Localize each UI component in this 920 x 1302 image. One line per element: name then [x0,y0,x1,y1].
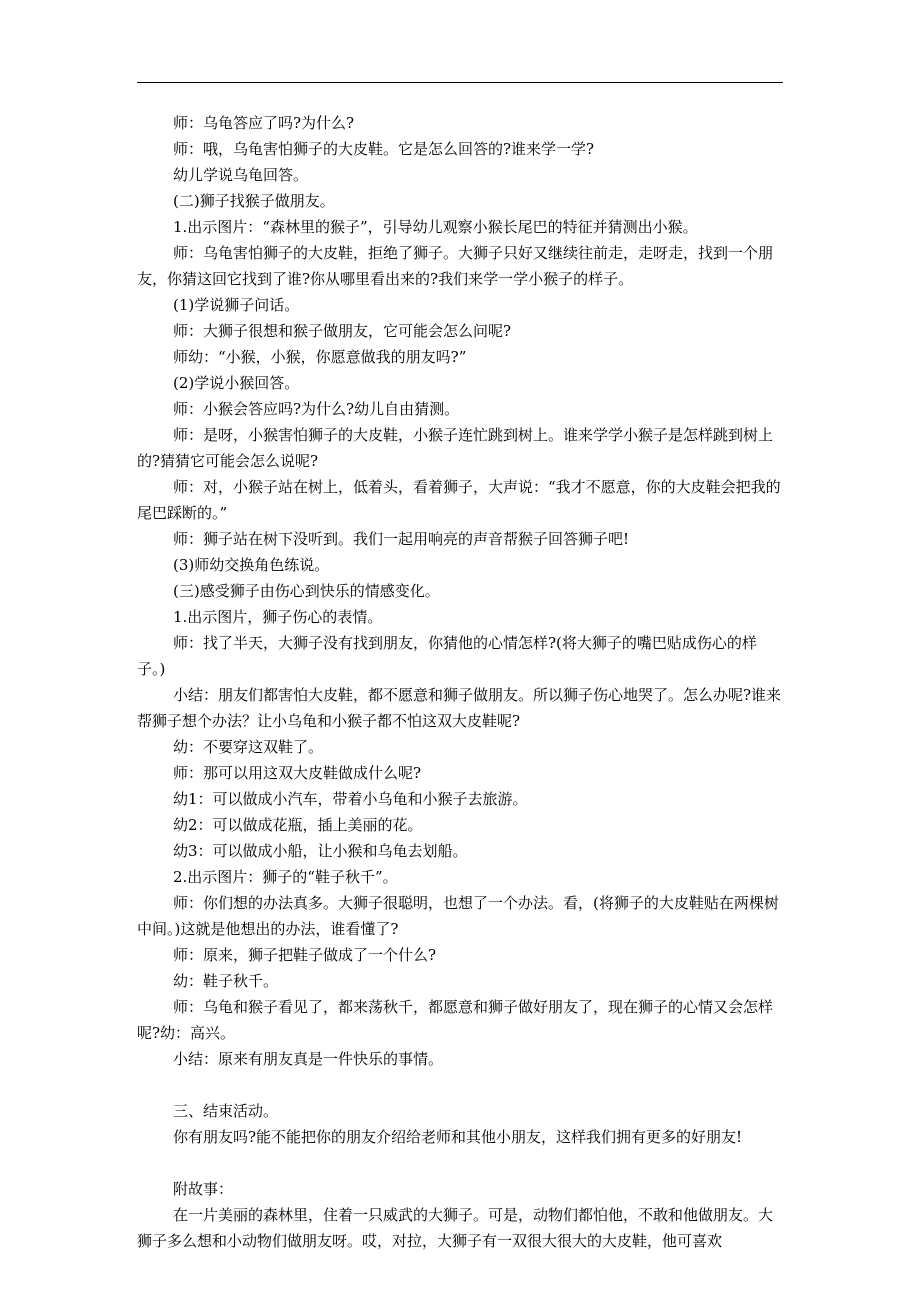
paragraph: (2)学说小猴回答。 [173,374,300,392]
paragraph: 小结：朋友们都害怕大皮鞋，都不愿意和狮子做朋友。所以狮子伤心地哭了。怎么办呢?谁来帮狮子想个办法？让小乌龟和小猴子都不怕这双大皮鞋呢? [137,686,782,730]
paragraph: 1.出示图片，狮子伤心的表情。 [173,608,383,626]
blank-line [137,1072,783,1098]
paragraph: 师：乌龟和猴子看见了，都来荡秋千，都愿意和狮子做好朋友了，现在狮子的心情又会怎样呢?幼：高兴。 [137,998,774,1042]
paragraph: 师：那可以用这双大皮鞋做成什么呢? [173,764,422,782]
paragraph: 幼2：可以做成花瓶，插上美丽的花。 [173,816,423,834]
paragraph: 幼1：可以做成小汽车，带着小乌龟和小猴子去旅游。 [173,790,528,808]
paragraph: 你有朋友吗?能不能把你的朋友介绍给老师和其他小朋友，这样我们拥有更多的好朋友! [173,1128,743,1146]
blank-line [137,1150,783,1176]
paragraph: 1.出示图片：“森林里的猴子”，引导幼儿观察小猴长尾巴的特征并猜测出小猴。 [173,218,698,236]
document-body [137,110,783,1254]
paragraph: (二)狮子找猴子做朋友。 [173,192,335,210]
paragraph: 在一片美丽的森林里，住着一只威武的大狮子。可是，动物们都怕他，不敢和他做朋友。大狮子多么想和小动物们做朋友呀。哎，对拉，大狮子有一双很大很大的大皮鞋，他可喜欢 [137,1206,774,1250]
paragraph: 师：大狮子很想和猴子做朋友，它可能会怎么问呢? [173,322,512,340]
paragraph: (3)师幼交换角色练说。 [173,556,330,574]
paragraph: (三)感受狮子由伤心到快乐的情感变化。 [173,582,440,600]
paragraph: (1)学说狮子问话。 [173,296,300,314]
paragraph: 师：你们想的办法真多。大狮子很聪明，也想了一个办法。看，(将狮子的大皮鞋贴在两棵树中间。)这就是他想出的办法，谁看懂了? [137,894,779,938]
paragraph: 师：哦，乌龟害怕狮子的大皮鞋。它是怎么回答的?谁来学一学? [173,140,595,158]
paragraph: 师：对，小猴子站在树上，低着头，看着狮子，大声说：“我才不愿意，你的大皮鞋会把我的尾巴踩断的。” [137,478,781,522]
paragraph: 师：乌龟答应了吗?为什么? [173,114,355,132]
paragraph: 师：原来，狮子把鞋子做成了一个什么? [173,946,437,964]
section-heading: 三、结束活动。 [173,1102,279,1120]
paragraph: 师：找了半天，大狮子没有找到朋友，你猜他的心情怎样?(将大狮子的嘴巴贴成伤心的样子。) [137,634,757,678]
paragraph: 幼：鞋子秋千。 [173,972,279,990]
paragraph: 幼儿学说乌龟回答。 [173,166,309,184]
paragraph: 幼：不要穿这双鞋了。 [173,738,324,756]
paragraph: 小结：原来有朋友真是一件快乐的事情。 [173,1050,444,1068]
section-heading: 附故事： [173,1180,234,1198]
paragraph: 师幼：“小猴，小猴，你愿意做我的朋友吗?” [173,348,467,366]
paragraph: 师：小猴会答应吗?为什么?幼儿自由猜测。 [173,400,460,418]
header-rule [137,82,783,83]
paragraph: 2.出示图片：狮子的“鞋子秋千”。 [173,868,398,886]
paragraph: 幼3：可以做成小船，让小猴和乌龟去划船。 [173,842,468,860]
paragraph: 师：狮子站在树下没听到。我们一起用响亮的声音帮猴子回答狮子吧! [173,530,630,548]
paragraph: 师：乌龟害怕狮子的大皮鞋，拒绝了狮子。大狮子只好又继续往前走，走呀走，找到一个朋友，你猜这回它找到了谁?你从哪里看出来的?我们来学一学小猴子的样子。 [137,244,774,288]
paragraph: 师：是呀，小猴害怕狮子的大皮鞋，小猴子连忙跳到树上。谁来学学小猴子是怎样跳到树上的?猜猜它可能会怎么说呢? [137,426,774,470]
